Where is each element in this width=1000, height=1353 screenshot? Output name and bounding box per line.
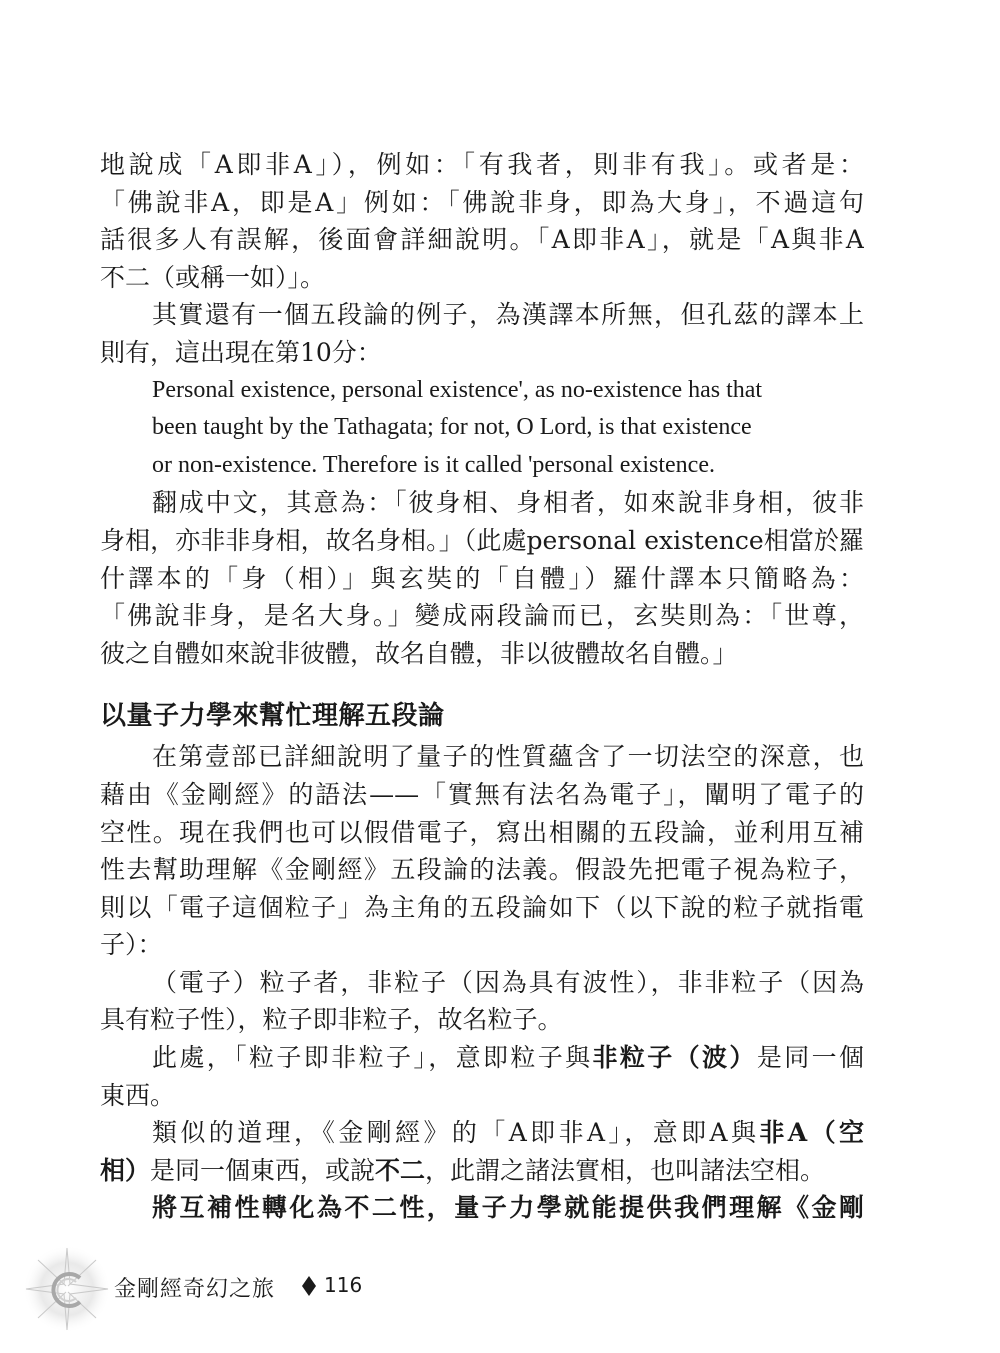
text-line: （電子）粒子者，非粒子（因為具有波性），非非粒子（因為 [152,967,864,997]
quote-line: or non-existence. Therefore is it called 'personal existence. [152,451,715,478]
bold-text: 相） [100,1155,151,1185]
bold-text: 非A（空 [759,1118,864,1148]
paragraph-particle-wave [100,1039,864,1114]
bold-text: 不二 [375,1155,426,1185]
text-span: 類似的道理，《金剛經》的「A即非A」，意即A與 [152,1118,760,1148]
text-line [100,1152,864,1190]
text-line: 子）： [100,930,163,960]
paragraph-conclusion [100,1189,864,1227]
text-line: 彼之自體如來說非彼體，故名自體，非以彼體故名自體。」 [100,638,738,668]
text-span: 此處，「粒子即非粒子」，意即粒子與 [152,1043,593,1073]
text-line: 東西。 [100,1080,176,1110]
text-span: ，此謂之諸法實相，也叫諸法空相。 [425,1155,826,1185]
text-line: 「佛說非身，是名大身。」變成兩段論而已，玄奘則為：「世尊， [100,601,864,631]
text-line: 話很多人有誤解，後面會詳細說明。「A即非A」，就是「A與非A [100,225,864,255]
text-line: 什譯本的「身（相）」與玄奘的「自體」）羅什譯本只簡略為： [100,563,864,593]
paragraph-translation [100,484,864,672]
bold-text-line: 將互補性轉化為不二性，量子力學就能提供我們理解《金剛 [152,1193,864,1223]
text-line: 不二（或稱一如）」。 [100,262,326,292]
text-line: 身相，亦非非身相，故名身相。」（此處personal existence相當於羅 [100,525,864,555]
text-line: 在第壹部已詳細說明了量子的性質蘊含了一切法空的深意，也 [152,742,864,772]
quote-line: been taught by the Tathagata; for not, O Lord, is that existence [152,414,752,441]
text-line: 具有粒子性），粒子即非粒子，故名粒子。 [100,1005,563,1035]
section-heading: 以量子力學來幫忙理解五段論 [100,701,445,732]
text-line: 空性。現在我們也可以假借電子，寫出相關的五段論，並利用互補 [100,817,864,847]
text-line: 則以「電子這個粒子」為主角的五段論如下（以下說的粒子就指電 [100,892,864,922]
text-line: 性去幫助理解《金剛經》五段論的法義。假設先把電子視為粒子， [100,855,864,885]
text-line: 其實還有一個五段論的例子，為漢譯本所無，但孔茲的譯本上 [152,300,864,330]
page-body [100,146,864,1227]
text-line: 「佛說非A，即是A」例如：「佛說非身，即為大身」，不過這句 [100,187,864,217]
paragraph-a-not-a [100,1114,864,1189]
text-line: 則有，這出現在第10分： [100,337,382,367]
text-span: 是同一個 [756,1043,864,1073]
text-line: 地說成「A即非A」），例如：「有我者，則非有我」。或者是： [100,150,864,179]
diamond-icon [300,1274,318,1298]
text-line: 翻成中文，其意為：「彼身相、身相者，如來說非身相，彼非 [152,488,864,518]
page-footer [0,1240,1000,1340]
paragraph-quantum-intro [100,738,864,964]
page-number: 116 [324,1273,363,1297]
english-quote [100,372,864,485]
swirl-ornament-icon [22,1244,112,1334]
text-line [100,1114,864,1152]
bold-text: 非粒子（波） [592,1043,757,1073]
paragraph-continuation [100,146,864,296]
text-span: 是同一個東西，或說 [150,1155,376,1185]
paragraph-conze [100,296,864,371]
quote-line: Personal existence, personal existence', as no-existence has that [152,376,763,403]
text-line [100,1039,864,1077]
book-title: 金剛經奇幻之旅 [114,1277,276,1302]
paragraph-electron-five-part [100,964,864,1039]
text-line: 藉由《金剛經》的語法——「實無有法名為電子」，闡明了電子的 [100,779,864,809]
